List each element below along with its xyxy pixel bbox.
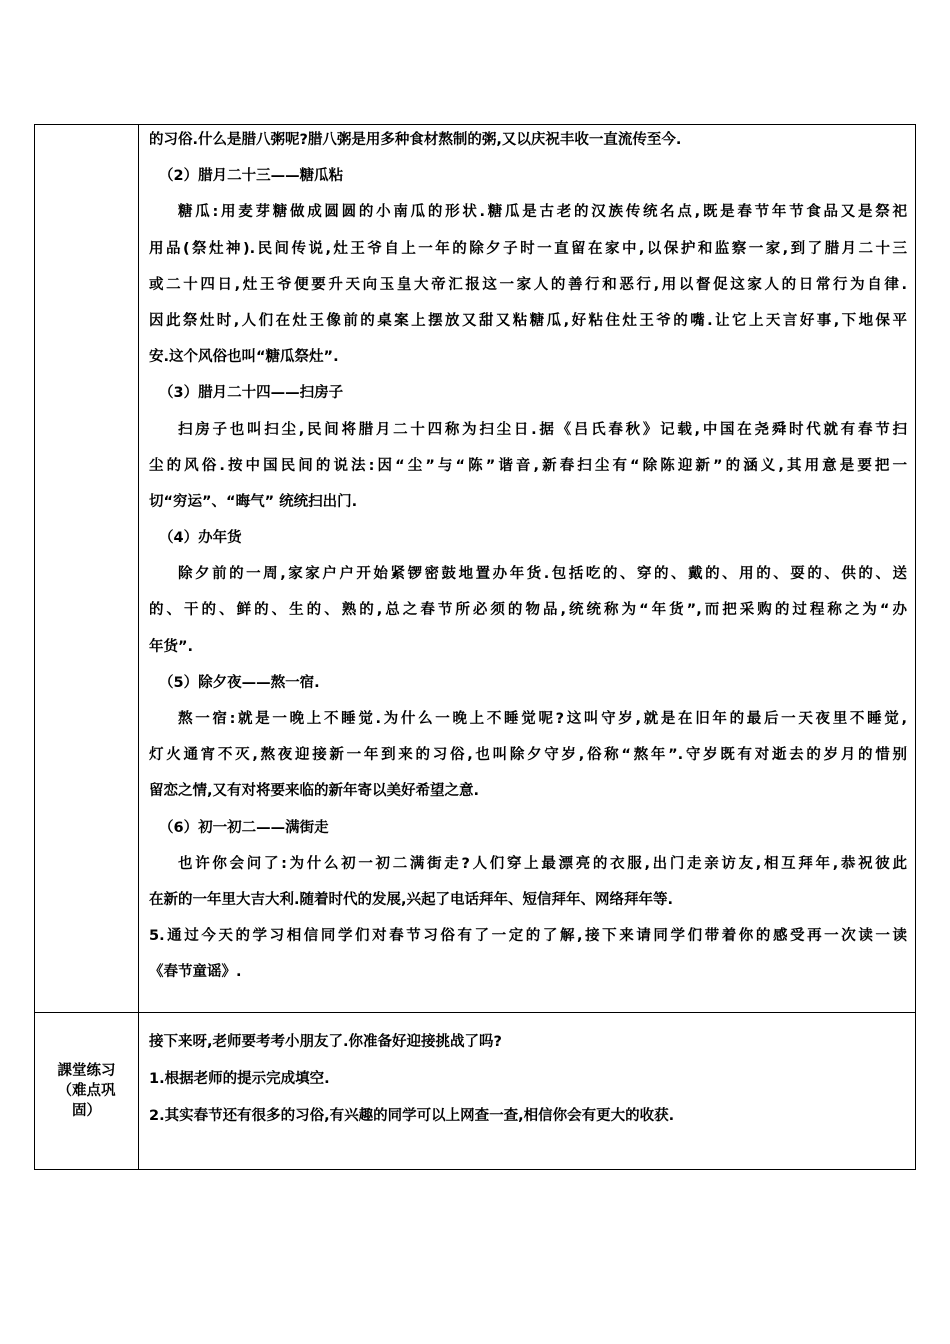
section-heading: （5）除夕夜——熬一宿. xyxy=(159,674,320,691)
text-line: 《春节童谣》. xyxy=(149,964,242,981)
practice-label-line3: 固） xyxy=(72,1103,101,1119)
text-line: 尘的风俗.按中国民间的说法:因“尘”与“陈”谐音,新春扫尘有“除陈迎新”的涵义,其用意是要把一 xyxy=(149,457,907,474)
text-line: 留恋之情,又有对将要来临的新年寄以美好希望之意. xyxy=(149,783,480,800)
section-heading: （4）办年货 xyxy=(159,530,242,547)
text-line: 切“穷运”、“晦气” 统统扫出门. xyxy=(149,493,358,510)
lesson-content-row xyxy=(35,125,916,1013)
text-line: 也许你会问了:为什么初一初二满街走?人们穿上最漂亮的衣服,出门走亲访友,相互拜年,恭祝彼此 xyxy=(178,855,907,872)
section-heading: （2）腊月二十三——糖瓜粘 xyxy=(159,168,344,185)
text-line: 的、干的、鲜的、生的、熟的,总之春节所必须的物品,统统称为“年货”,而把采购的过程称之为“办 xyxy=(149,602,907,619)
practice-line: 1.根据老师的提示完成填空. xyxy=(149,1071,330,1087)
lesson-content-cell xyxy=(139,125,916,1013)
practice-content-cell xyxy=(139,1013,916,1170)
text-line: 除夕前的一周,家家户户开始紧锣密鼓地置办年货.包括吃的、穿的、戴的、用的、耍的、供的、送 xyxy=(178,566,907,583)
practice-label-line1: 課堂练习 xyxy=(57,1063,116,1079)
text-line: 熬一宿:就是一晚上不睡觉.为什么一晚上不睡觉呢?这叫守岁,就是在旧年的最后一天夜里不睡觉, xyxy=(178,711,907,727)
text-line: 灯火通宵不灭,熬夜迎接新一年到来的习俗,也叫除夕守岁,俗称“熬年”.守岁既有对逝去的岁月的惜别 xyxy=(149,747,907,764)
empty-label-cell xyxy=(35,125,139,1013)
practice-label-line2: （难点巩 xyxy=(57,1083,116,1099)
lesson-plan-table xyxy=(34,124,916,1170)
practice-line: 接下来呀,老师要考考小朋友了.你准备好迎接挑战了吗? xyxy=(149,1034,502,1050)
practice-row xyxy=(35,1013,916,1170)
text-line: 在新的一年里大吉大利.随着时代的发展,兴起了电话拜年、短信拜年、网络拜年等. xyxy=(149,891,674,908)
text-line: 5.通过今天的学习相信同学们对春节习俗有了一定的了解,接下来请同学们带着你的感受再一次读一读 xyxy=(149,928,907,945)
section-heading: （6）初一初二——满街走 xyxy=(159,819,329,836)
text-line: 的习俗.什么是腊八粥呢?腊八粥是用多种食材熬制的粥,又以庆祝丰收一直流传至今. xyxy=(149,132,682,148)
text-line: 用品(祭灶神).民间传说,灶王爷自上一年的除夕子时一直留在家中,以保护和监察一家,到了腊月二十三 xyxy=(149,240,907,257)
practice-label-cell xyxy=(35,1013,139,1170)
text-line: 安.这个风俗也叫“糖瓜祭灶”. xyxy=(149,349,339,366)
practice-line: 2.其实春节还有很多的习俗,有兴趣的同学可以上网查一查,相信你会有更大的收获. xyxy=(149,1108,675,1124)
text-line: 年货”. xyxy=(149,638,194,655)
text-line: 糖瓜:用麦芽糖做成圆圆的小南瓜的形状.糖瓜是古老的汉族传统名点,既是春节年节食品又是祭祀 xyxy=(178,204,907,221)
text-line: 或二十四日,灶王爷便要升天向玉皇大帝汇报这一家人的善行和恶行,用以督促这家人的日常行为自律. xyxy=(149,276,907,293)
text-line: 扫房子也叫扫尘,民间将腊月二十四称为扫尘日.据《吕氏春秋》记载,中国在尧舜时代就有春节扫 xyxy=(178,421,907,438)
section-heading: （3）腊月二十四——扫房子 xyxy=(159,385,344,402)
text-line: 因此祭灶时,人们在灶王像前的桌案上摆放又甜又粘糖瓜,好粘住灶王爷的嘴.让它上天言好事,下地保平 xyxy=(149,312,907,329)
